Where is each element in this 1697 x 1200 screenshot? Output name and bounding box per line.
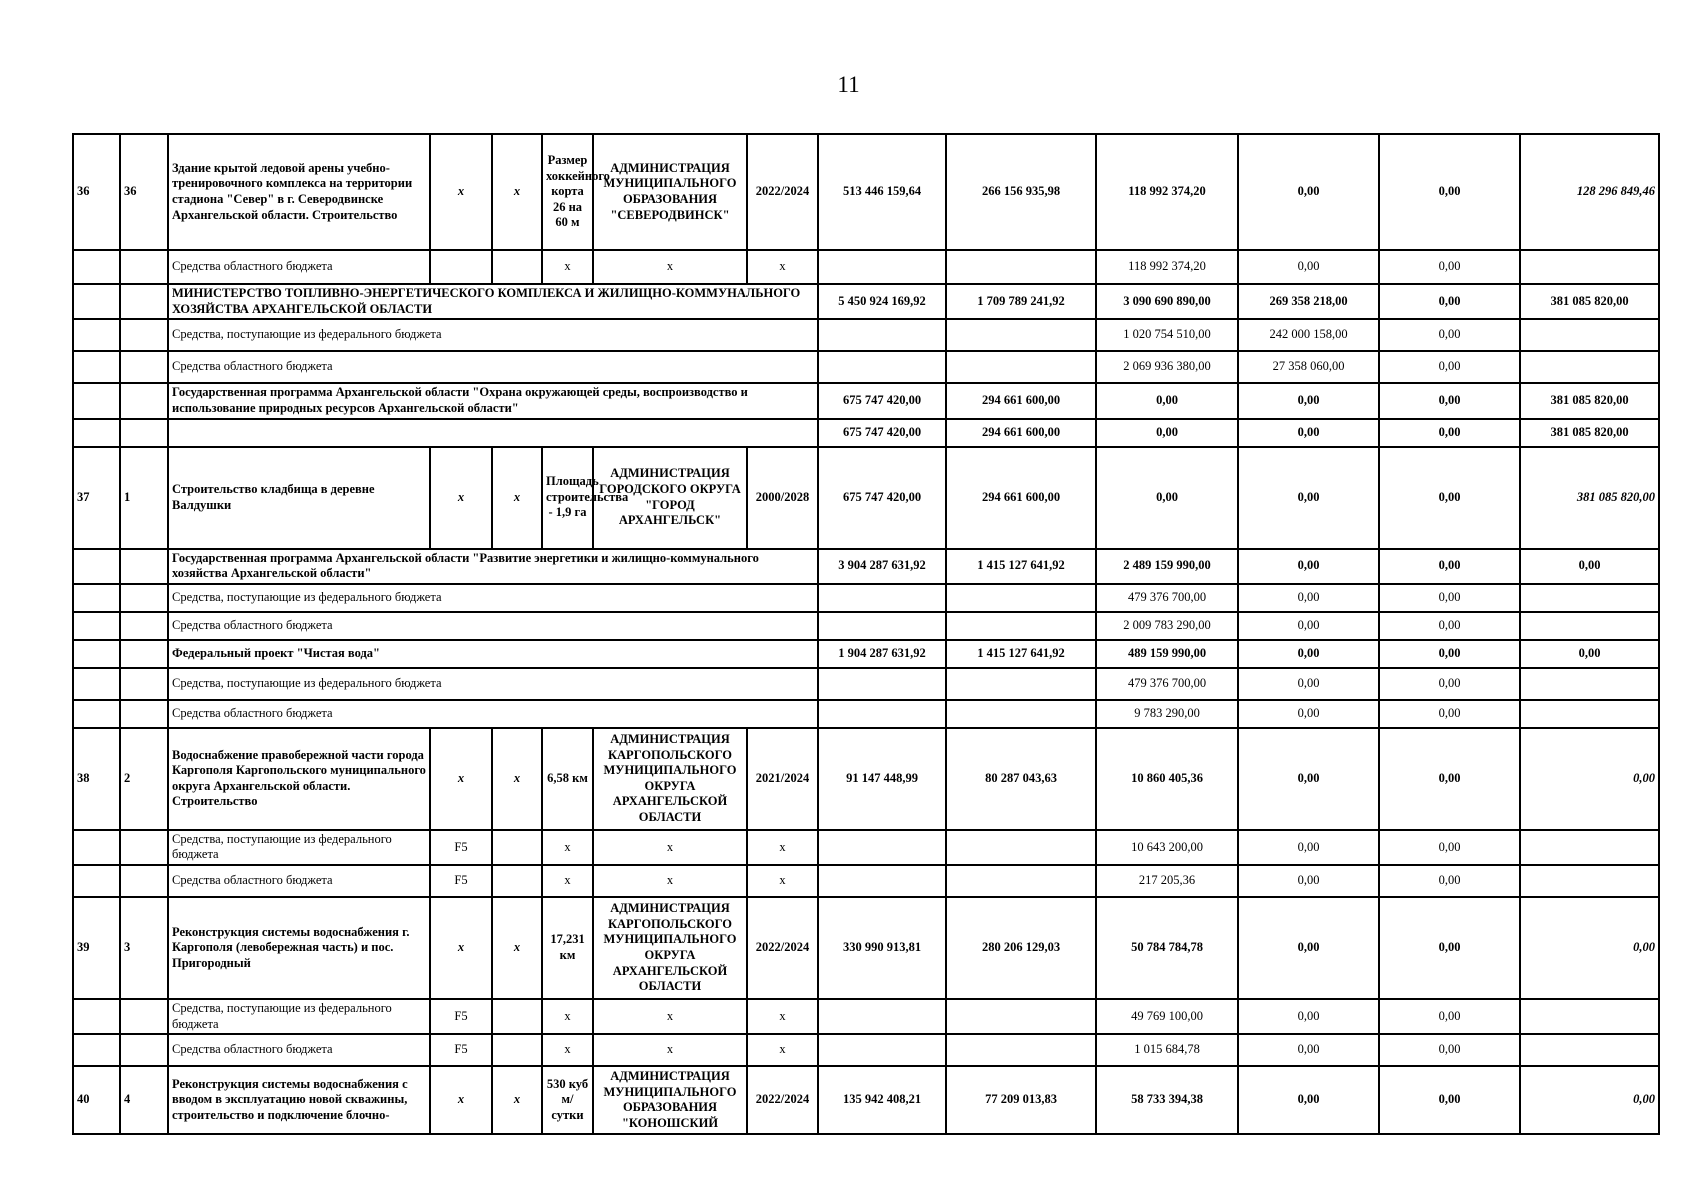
amount-year-3: 0,00 bbox=[1379, 612, 1520, 640]
capacity-cell: x bbox=[542, 250, 593, 284]
customer-organization: АДМИНИСТРАЦИЯ МУНИЦИПАЛЬНОГО ОБРАЗОВАНИЯ "КОНОШСКИЙ bbox=[593, 1066, 747, 1134]
estimated-cost bbox=[818, 830, 946, 865]
row-number bbox=[73, 319, 120, 351]
estimated-cost bbox=[818, 1034, 946, 1066]
financed-before: 280 206 129,03 bbox=[946, 897, 1096, 999]
funding-source: Средства, поступающие из федерального бюджета bbox=[168, 999, 430, 1034]
amount-year-3: 0,00 bbox=[1379, 419, 1520, 447]
row-number bbox=[73, 284, 120, 319]
construction-years: x bbox=[747, 830, 818, 865]
financed-before bbox=[946, 351, 1096, 383]
code-cell: F5 bbox=[430, 830, 492, 865]
construction-years: x bbox=[747, 250, 818, 284]
estimated-cost: 5 450 924 169,92 bbox=[818, 284, 946, 319]
amount-year-2: 0,00 bbox=[1238, 584, 1379, 612]
amount-year-2: 269 358 218,00 bbox=[1238, 284, 1379, 319]
estimated-cost bbox=[818, 865, 946, 897]
row-number bbox=[73, 1034, 120, 1066]
financed-before: 77 209 013,83 bbox=[946, 1066, 1096, 1134]
object-name: Водоснабжение правобережной части города Каргополя Каргопольского муниципального округа Архангельской области. Строительство bbox=[168, 728, 430, 830]
row-number bbox=[73, 383, 120, 418]
code-cell-2 bbox=[492, 830, 542, 865]
funding-source: Средства, поступающие из федерального бюджета bbox=[168, 668, 818, 700]
amount-year-2: 0,00 bbox=[1238, 134, 1379, 250]
section-title: Государственная программа Архангельской области "Развитие энергетики и жилищно-коммунального хозяйства Архангельской области" bbox=[168, 549, 818, 584]
amount-year-2: 0,00 bbox=[1238, 1066, 1379, 1134]
amount-year-3: 0,00 bbox=[1379, 1034, 1520, 1066]
row-number bbox=[73, 999, 120, 1034]
customer-organization: x bbox=[593, 865, 747, 897]
construction-years: 2022/2024 bbox=[747, 1066, 818, 1134]
remaining-cost bbox=[1520, 584, 1659, 612]
remaining-cost: 0,00 bbox=[1520, 897, 1659, 999]
financed-before: 1 709 789 241,92 bbox=[946, 284, 1096, 319]
table-row bbox=[73, 351, 1659, 383]
code-cell bbox=[430, 250, 492, 284]
amount-year-3: 0,00 bbox=[1379, 319, 1520, 351]
estimated-cost: 3 904 287 631,92 bbox=[818, 549, 946, 584]
code-cell: x bbox=[430, 134, 492, 250]
amount-year-3: 0,00 bbox=[1379, 447, 1520, 549]
row-number bbox=[73, 865, 120, 897]
funding-source: Средства, поступающие из федерального бюджета bbox=[168, 319, 818, 351]
amount-year-2: 242 000 158,00 bbox=[1238, 319, 1379, 351]
object-name: Строительство кладбища в деревне Валдушки bbox=[168, 447, 430, 549]
sub-number bbox=[120, 865, 168, 897]
amount-year-3: 0,00 bbox=[1379, 999, 1520, 1034]
funding-source: Средства, поступающие из федерального бюджета bbox=[168, 830, 430, 865]
funding-source: Средства областного бюджета bbox=[168, 612, 818, 640]
estimated-cost: 1 904 287 631,92 bbox=[818, 640, 946, 668]
amount-year-1: 10 860 405,36 bbox=[1096, 728, 1238, 830]
row-number bbox=[73, 419, 120, 447]
row-number bbox=[73, 612, 120, 640]
funding-source: Средства областного бюджета bbox=[168, 700, 818, 728]
financed-before bbox=[946, 319, 1096, 351]
table-row bbox=[73, 640, 1659, 668]
estimated-cost: 675 747 420,00 bbox=[818, 447, 946, 549]
row-number bbox=[73, 549, 120, 584]
funding-source: Средства областного бюджета bbox=[168, 865, 430, 897]
table-row bbox=[73, 284, 1659, 319]
amount-year-3: 0,00 bbox=[1379, 728, 1520, 830]
financed-before: 80 287 043,63 bbox=[946, 728, 1096, 830]
object-name: Реконструкция системы водоснабжения с вводом в эксплуатацию новой скважины, строительство и подключение блочно- bbox=[168, 1066, 430, 1134]
row-number bbox=[73, 700, 120, 728]
financed-before: 294 661 600,00 bbox=[946, 447, 1096, 549]
amount-year-1: 49 769 100,00 bbox=[1096, 999, 1238, 1034]
financed-before bbox=[946, 999, 1096, 1034]
amount-year-3: 0,00 bbox=[1379, 668, 1520, 700]
sub-number: 4 bbox=[120, 1066, 168, 1134]
code-cell: F5 bbox=[430, 1034, 492, 1066]
row-number bbox=[73, 584, 120, 612]
table-row bbox=[73, 549, 1659, 584]
amount-year-2: 0,00 bbox=[1238, 549, 1379, 584]
financed-before: 294 661 600,00 bbox=[946, 383, 1096, 418]
financed-before bbox=[946, 668, 1096, 700]
sub-number bbox=[120, 584, 168, 612]
capacity-cell: Размер хоккейного корта 26 на 60 м bbox=[542, 134, 593, 250]
construction-years: 2022/2024 bbox=[747, 897, 818, 999]
amount-year-1: 9 783 290,00 bbox=[1096, 700, 1238, 728]
financed-before bbox=[946, 865, 1096, 897]
amount-year-1: 118 992 374,20 bbox=[1096, 250, 1238, 284]
remaining-cost: 381 085 820,00 bbox=[1520, 447, 1659, 549]
amount-year-2: 0,00 bbox=[1238, 728, 1379, 830]
amount-year-2: 0,00 bbox=[1238, 700, 1379, 728]
table-row bbox=[73, 383, 1659, 418]
amount-year-2: 0,00 bbox=[1238, 612, 1379, 640]
sub-number bbox=[120, 640, 168, 668]
estimated-cost bbox=[818, 668, 946, 700]
estimated-cost: 675 747 420,00 bbox=[818, 383, 946, 418]
amount-year-1: 3 090 690 890,00 bbox=[1096, 284, 1238, 319]
section-title: Государственная программа Архангельской области "Охрана окружающей среды, воспроизводство и использование природных ресурсов Архангельской области" bbox=[168, 383, 818, 418]
object-name: Реконструкция системы водоснабжения г. Каргополя (левобережная часть) и пос. Пригородный bbox=[168, 897, 430, 999]
financed-before bbox=[946, 700, 1096, 728]
amount-year-3: 0,00 bbox=[1379, 640, 1520, 668]
remaining-cost: 381 085 820,00 bbox=[1520, 419, 1659, 447]
financed-before: 266 156 935,98 bbox=[946, 134, 1096, 250]
sub-number bbox=[120, 700, 168, 728]
code-cell: x bbox=[430, 728, 492, 830]
code-cell-2: x bbox=[492, 728, 542, 830]
amount-year-3: 0,00 bbox=[1379, 250, 1520, 284]
estimated-cost: 513 446 159,64 bbox=[818, 134, 946, 250]
remaining-cost bbox=[1520, 319, 1659, 351]
amount-year-2: 0,00 bbox=[1238, 865, 1379, 897]
customer-organization: x bbox=[593, 250, 747, 284]
customer-organization: x bbox=[593, 999, 747, 1034]
remaining-cost: 0,00 bbox=[1520, 1066, 1659, 1134]
financed-before bbox=[946, 830, 1096, 865]
amount-year-1: 489 159 990,00 bbox=[1096, 640, 1238, 668]
amount-year-3: 0,00 bbox=[1379, 830, 1520, 865]
estimated-cost bbox=[818, 700, 946, 728]
table-row bbox=[73, 897, 1659, 999]
estimated-cost bbox=[818, 612, 946, 640]
page-number: 11 bbox=[837, 72, 860, 97]
sub-number bbox=[120, 830, 168, 865]
row-number bbox=[73, 640, 120, 668]
row-number bbox=[73, 830, 120, 865]
row-number: 39 bbox=[73, 897, 120, 999]
code-cell-2: x bbox=[492, 1066, 542, 1134]
table-row bbox=[73, 419, 1659, 447]
table-row bbox=[73, 447, 1659, 549]
amount-year-2: 0,00 bbox=[1238, 447, 1379, 549]
amount-year-3: 0,00 bbox=[1379, 351, 1520, 383]
capacity-cell: 530 куб м/сутки bbox=[542, 1066, 593, 1134]
amount-year-2: 27 358 060,00 bbox=[1238, 351, 1379, 383]
financed-before: 1 415 127 641,92 bbox=[946, 549, 1096, 584]
remaining-cost bbox=[1520, 1034, 1659, 1066]
code-cell-2 bbox=[492, 999, 542, 1034]
code-cell: F5 bbox=[430, 999, 492, 1034]
customer-organization: АДМИНИСТРАЦИЯ КАРГОПОЛЬСКОГО МУНИЦИПАЛЬНОГО ОКРУГА АРХАНГЕЛЬСКОЙ ОБЛАСТИ bbox=[593, 728, 747, 830]
remaining-cost: 128 296 849,46 bbox=[1520, 134, 1659, 250]
financed-before bbox=[946, 250, 1096, 284]
estimated-cost bbox=[818, 250, 946, 284]
row-number bbox=[73, 351, 120, 383]
row-number: 37 bbox=[73, 447, 120, 549]
sub-number bbox=[120, 549, 168, 584]
section-title: Федеральный проект "Чистая вода" bbox=[168, 640, 818, 668]
code-cell-2: x bbox=[492, 897, 542, 999]
amount-year-3: 0,00 bbox=[1379, 1066, 1520, 1134]
capacity-cell: 6,58 км bbox=[542, 728, 593, 830]
amount-year-2: 0,00 bbox=[1238, 999, 1379, 1034]
code-cell-2: x bbox=[492, 447, 542, 549]
sub-number: 36 bbox=[120, 134, 168, 250]
amount-year-3: 0,00 bbox=[1379, 284, 1520, 319]
amount-year-1: 0,00 bbox=[1096, 419, 1238, 447]
sub-number bbox=[120, 999, 168, 1034]
amount-year-2: 0,00 bbox=[1238, 640, 1379, 668]
table-row bbox=[73, 700, 1659, 728]
estimated-cost bbox=[818, 351, 946, 383]
amount-year-2: 0,00 bbox=[1238, 897, 1379, 999]
amount-year-1: 118 992 374,20 bbox=[1096, 134, 1238, 250]
capacity-cell: x bbox=[542, 999, 593, 1034]
row-number: 38 bbox=[73, 728, 120, 830]
amount-year-1: 1 015 684,78 bbox=[1096, 1034, 1238, 1066]
financed-before: 294 661 600,00 bbox=[946, 419, 1096, 447]
amount-year-2: 0,00 bbox=[1238, 250, 1379, 284]
estimated-cost: 91 147 448,99 bbox=[818, 728, 946, 830]
remaining-cost: 381 085 820,00 bbox=[1520, 284, 1659, 319]
row-number bbox=[73, 668, 120, 700]
object-name: Здание крытой ледовой арены учебно-тренировочного комплекса на территории стадиона "Север" в г. Северодвинске Архангельской области. Строительство bbox=[168, 134, 430, 250]
amount-year-3: 0,00 bbox=[1379, 134, 1520, 250]
sub-number bbox=[120, 419, 168, 447]
sub-number bbox=[120, 319, 168, 351]
sub-number bbox=[120, 1034, 168, 1066]
sub-number: 2 bbox=[120, 728, 168, 830]
amount-year-1: 479 376 700,00 bbox=[1096, 668, 1238, 700]
remaining-cost bbox=[1520, 700, 1659, 728]
estimated-cost bbox=[818, 999, 946, 1034]
table-row bbox=[73, 830, 1659, 865]
table-row bbox=[73, 728, 1659, 830]
customer-organization: x bbox=[593, 830, 747, 865]
remaining-cost: 0,00 bbox=[1520, 549, 1659, 584]
amount-year-3: 0,00 bbox=[1379, 584, 1520, 612]
sub-number bbox=[120, 284, 168, 319]
customer-organization: АДМИНИСТРАЦИЯ КАРГОПОЛЬСКОГО МУНИЦИПАЛЬНОГО ОКРУГА АРХАНГЕЛЬСКОЙ ОБЛАСТИ bbox=[593, 897, 747, 999]
amount-year-2: 0,00 bbox=[1238, 668, 1379, 700]
row-number: 40 bbox=[73, 1066, 120, 1134]
amount-year-3: 0,00 bbox=[1379, 383, 1520, 418]
sub-number bbox=[120, 383, 168, 418]
amount-year-2: 0,00 bbox=[1238, 419, 1379, 447]
amount-year-1: 2 069 936 380,00 bbox=[1096, 351, 1238, 383]
amount-year-1: 0,00 bbox=[1096, 383, 1238, 418]
remaining-cost bbox=[1520, 830, 1659, 865]
funding-source: Средства областного бюджета bbox=[168, 250, 430, 284]
code-cell-2 bbox=[492, 865, 542, 897]
table-row bbox=[73, 1066, 1659, 1134]
customer-organization: АДМИНИСТРАЦИЯ ГОРОДСКОГО ОКРУГА "ГОРОД АРХАНГЕЛЬСК" bbox=[593, 447, 747, 549]
construction-years: x bbox=[747, 865, 818, 897]
sub-number bbox=[120, 612, 168, 640]
estimated-cost bbox=[818, 319, 946, 351]
remaining-cost bbox=[1520, 351, 1659, 383]
capacity-cell: 17,231 км bbox=[542, 897, 593, 999]
capacity-cell: x bbox=[542, 865, 593, 897]
estimated-cost: 135 942 408,21 bbox=[818, 1066, 946, 1134]
construction-years: 2021/2024 bbox=[747, 728, 818, 830]
code-cell: F5 bbox=[430, 865, 492, 897]
remaining-cost bbox=[1520, 250, 1659, 284]
amount-year-3: 0,00 bbox=[1379, 865, 1520, 897]
table-row bbox=[73, 584, 1659, 612]
amount-year-2: 0,00 bbox=[1238, 383, 1379, 418]
row-number bbox=[73, 250, 120, 284]
estimated-cost bbox=[818, 584, 946, 612]
remaining-cost bbox=[1520, 612, 1659, 640]
amount-year-1: 479 376 700,00 bbox=[1096, 584, 1238, 612]
amount-year-1: 58 733 394,38 bbox=[1096, 1066, 1238, 1134]
construction-years: x bbox=[747, 1034, 818, 1066]
sub-number bbox=[120, 668, 168, 700]
table-row bbox=[73, 134, 1659, 250]
sub-number bbox=[120, 351, 168, 383]
funding-source: Средства, поступающие из федерального бюджета bbox=[168, 584, 818, 612]
sub-number: 3 bbox=[120, 897, 168, 999]
amount-year-3: 0,00 bbox=[1379, 897, 1520, 999]
remaining-cost bbox=[1520, 999, 1659, 1034]
remaining-cost bbox=[1520, 668, 1659, 700]
funding-source: Средства областного бюджета bbox=[168, 351, 818, 383]
capacity-cell: Площадь строительства - 1,9 га bbox=[542, 447, 593, 549]
funding-source: Средства областного бюджета bbox=[168, 1034, 430, 1066]
financed-before bbox=[946, 612, 1096, 640]
sub-number: 1 bbox=[120, 447, 168, 549]
financed-before bbox=[946, 1034, 1096, 1066]
table-row bbox=[73, 668, 1659, 700]
construction-years: 2022/2024 bbox=[747, 134, 818, 250]
financed-before bbox=[946, 584, 1096, 612]
code-cell: x bbox=[430, 1066, 492, 1134]
table-row bbox=[73, 319, 1659, 351]
table-row bbox=[73, 612, 1659, 640]
table-row bbox=[73, 999, 1659, 1034]
table-row bbox=[73, 1034, 1659, 1066]
code-cell: x bbox=[430, 897, 492, 999]
amount-year-1: 50 784 784,78 bbox=[1096, 897, 1238, 999]
remaining-cost: 381 085 820,00 bbox=[1520, 383, 1659, 418]
budget-table bbox=[72, 133, 1660, 1135]
code-cell: x bbox=[430, 447, 492, 549]
code-cell-2 bbox=[492, 250, 542, 284]
customer-organization: АДМИНИСТРАЦИЯ МУНИЦИПАЛЬНОГО ОБРАЗОВАНИЯ "СЕВЕРОДВИНСК" bbox=[593, 134, 747, 250]
remaining-cost: 0,00 bbox=[1520, 728, 1659, 830]
amount-year-2: 0,00 bbox=[1238, 1034, 1379, 1066]
construction-years: x bbox=[747, 999, 818, 1034]
customer-organization: x bbox=[593, 1034, 747, 1066]
amount-year-1: 1 020 754 510,00 bbox=[1096, 319, 1238, 351]
remaining-cost: 0,00 bbox=[1520, 640, 1659, 668]
amount-year-1: 2 489 159 990,00 bbox=[1096, 549, 1238, 584]
code-cell-2: x bbox=[492, 134, 542, 250]
amount-year-1: 0,00 bbox=[1096, 447, 1238, 549]
section-title: МИНИСТЕРСТВО ТОПЛИВНО-ЭНЕРГЕТИЧЕСКОГО КОМПЛЕКСА И ЖИЛИЩНО-КОММУНАЛЬНОГО ХОЗЯЙСТВА АРХАНГЕЛЬСКОЙ ОБЛАСТИ bbox=[168, 284, 818, 319]
amount-year-1: 217 205,36 bbox=[1096, 865, 1238, 897]
amount-year-2: 0,00 bbox=[1238, 830, 1379, 865]
remaining-cost bbox=[1520, 865, 1659, 897]
amount-year-3: 0,00 bbox=[1379, 549, 1520, 584]
table-row bbox=[73, 865, 1659, 897]
amount-year-1: 2 009 783 290,00 bbox=[1096, 612, 1238, 640]
capacity-cell: x bbox=[542, 1034, 593, 1066]
construction-years: 2000/2028 bbox=[747, 447, 818, 549]
sub-number bbox=[120, 250, 168, 284]
amount-year-3: 0,00 bbox=[1379, 700, 1520, 728]
amount-year-1: 10 643 200,00 bbox=[1096, 830, 1238, 865]
capacity-cell: x bbox=[542, 830, 593, 865]
table-row bbox=[73, 250, 1659, 284]
financed-before: 1 415 127 641,92 bbox=[946, 640, 1096, 668]
row-number: 36 bbox=[73, 134, 120, 250]
code-cell-2 bbox=[492, 1034, 542, 1066]
section-title bbox=[168, 419, 818, 447]
estimated-cost: 330 990 913,81 bbox=[818, 897, 946, 999]
estimated-cost: 675 747 420,00 bbox=[818, 419, 946, 447]
